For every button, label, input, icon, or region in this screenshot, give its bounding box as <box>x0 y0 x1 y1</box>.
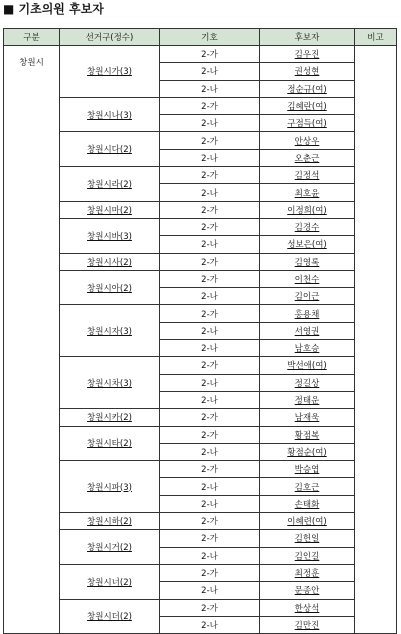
district-cell: 창원시다(2) <box>60 132 160 167</box>
candidate-cell: 김경수 <box>260 218 355 235</box>
candidate-cell: 안상우 <box>260 132 355 149</box>
table-row <box>4 218 397 235</box>
table-body <box>4 46 397 634</box>
table-row <box>4 46 397 63</box>
symbol-cell: 2-가 <box>160 132 260 149</box>
symbol-cell: 2-나 <box>160 236 260 253</box>
candidate-cell: 이정희(여) <box>260 201 355 218</box>
symbol-cell: 2-나 <box>160 340 260 357</box>
symbol-cell: 2-가 <box>160 46 260 63</box>
table-row <box>4 97 397 114</box>
symbol-cell: 2-가 <box>160 461 260 478</box>
table-row <box>4 270 397 287</box>
candidate-cell: 이천수 <box>260 270 355 287</box>
candidate-cell: 홍용채 <box>260 305 355 322</box>
candidate-cell: 김호근 <box>260 478 355 495</box>
district-cell: 창원시자(3) <box>60 305 160 357</box>
remarks-cell <box>355 46 397 634</box>
candidate-cell: 이혜련(여) <box>260 513 355 530</box>
header-remarks: 비고 <box>355 29 397 46</box>
table-row <box>4 357 397 374</box>
symbol-cell: 2-가 <box>160 599 260 616</box>
symbol-cell: 2-나 <box>160 495 260 512</box>
header-district: 선거구(정수) <box>60 29 160 46</box>
symbol-cell: 2-가 <box>160 305 260 322</box>
table-row <box>4 530 397 547</box>
district-cell: 창원시나(3) <box>60 97 160 132</box>
symbol-cell: 2-나 <box>160 80 260 97</box>
candidate-cell: 김영록 <box>260 253 355 270</box>
district-cell: 창원시차(3) <box>60 357 160 409</box>
district-cell: 창원시카(2) <box>60 409 160 426</box>
symbol-cell: 2-나 <box>160 63 260 80</box>
district-cell: 창원시라(2) <box>60 167 160 202</box>
table-row <box>4 461 397 478</box>
region-cell: 창원시 <box>4 46 60 634</box>
candidate-cell: 박선애(여) <box>260 357 355 374</box>
district-cell: 창원시거(2) <box>60 530 160 565</box>
symbol-cell: 2-가 <box>160 513 260 530</box>
symbol-cell: 2-가 <box>160 409 260 426</box>
candidate-cell: 황점복 <box>260 426 355 443</box>
symbol-cell: 2-가 <box>160 97 260 114</box>
header-category: 구분 <box>4 29 60 46</box>
district-cell: 창원시하(2) <box>60 513 160 530</box>
candidate-cell: 황점순(여) <box>260 443 355 460</box>
symbol-cell: 2-가 <box>160 218 260 235</box>
symbol-cell: 2-가 <box>160 426 260 443</box>
district-cell: 창원시더(2) <box>60 599 160 634</box>
district-cell: 창원시타(2) <box>60 426 160 461</box>
symbol-cell: 2-나 <box>160 443 260 460</box>
candidate-cell: 구점득(여) <box>260 115 355 132</box>
page-title: ■ 기초의원 후보자 <box>3 2 104 16</box>
symbol-cell: 2-나 <box>160 582 260 599</box>
candidate-cell: 김혜란(여) <box>260 97 355 114</box>
candidate-cell: 남호승 <box>260 340 355 357</box>
district-cell: 창원시가(3) <box>60 46 160 98</box>
symbol-cell: 2-가 <box>160 564 260 581</box>
table-row <box>4 599 397 616</box>
symbol-cell: 2-나 <box>160 478 260 495</box>
table-row <box>4 201 397 218</box>
symbol-cell: 2-나 <box>160 374 260 391</box>
district-cell: 창원시바(3) <box>60 218 160 253</box>
table-row <box>4 426 397 443</box>
candidate-cell: 최호윤 <box>260 184 355 201</box>
candidate-cell: 김인길 <box>260 547 355 564</box>
symbol-cell: 2-나 <box>160 288 260 305</box>
symbol-cell: 2-나 <box>160 547 260 564</box>
district-cell: 창원시사(2) <box>60 253 160 270</box>
symbol-cell: 2-나 <box>160 184 260 201</box>
table-row <box>4 167 397 184</box>
header-candidate: 후보자 <box>260 29 355 46</box>
candidate-cell: 오춘근 <box>260 149 355 166</box>
district-cell: 창원시마(2) <box>60 201 160 218</box>
symbol-cell: 2-가 <box>160 201 260 218</box>
symbol-cell: 2-가 <box>160 270 260 287</box>
candidate-cell: 박승엽 <box>260 461 355 478</box>
symbol-cell: 2-나 <box>160 149 260 166</box>
table-row <box>4 305 397 322</box>
candidate-cell: 김우진 <box>260 46 355 63</box>
symbol-cell: 2-가 <box>160 530 260 547</box>
symbol-cell: 2-나 <box>160 616 260 633</box>
candidate-cell: 손태화 <box>260 495 355 512</box>
district-cell: 창원시파(3) <box>60 461 160 513</box>
table-header-row <box>4 29 397 46</box>
candidate-cell: 남재욱 <box>260 409 355 426</box>
symbol-cell: 2-가 <box>160 357 260 374</box>
candidate-cell: 김헌일 <box>260 530 355 547</box>
table-row <box>4 253 397 270</box>
candidate-cell: 권성현 <box>260 63 355 80</box>
candidate-cell: 김정석 <box>260 167 355 184</box>
symbol-cell: 2-나 <box>160 115 260 132</box>
candidate-cell: 성보은(여) <box>260 236 355 253</box>
candidate-cell: 한상석 <box>260 599 355 616</box>
table-row <box>4 564 397 581</box>
candidate-cell: 정길상 <box>260 374 355 391</box>
district-cell: 창원시너(2) <box>60 564 160 599</box>
table-row <box>4 409 397 426</box>
district-cell: 창원시아(2) <box>60 270 160 305</box>
symbol-cell: 2-가 <box>160 253 260 270</box>
candidate-cell: 서영권 <box>260 322 355 339</box>
table-row <box>4 132 397 149</box>
symbol-cell: 2-가 <box>160 167 260 184</box>
candidate-cell: 김이근 <box>260 288 355 305</box>
candidate-cell: 문종안 <box>260 582 355 599</box>
candidate-table <box>3 28 397 634</box>
candidate-cell: 정순규(여) <box>260 80 355 97</box>
candidate-cell: 최정훈 <box>260 564 355 581</box>
symbol-cell: 2-나 <box>160 391 260 408</box>
symbol-cell: 2-나 <box>160 322 260 339</box>
candidate-cell: 정태운 <box>260 391 355 408</box>
candidate-cell: 김만진 <box>260 616 355 633</box>
header-symbol: 기호 <box>160 29 260 46</box>
table-row <box>4 513 397 530</box>
